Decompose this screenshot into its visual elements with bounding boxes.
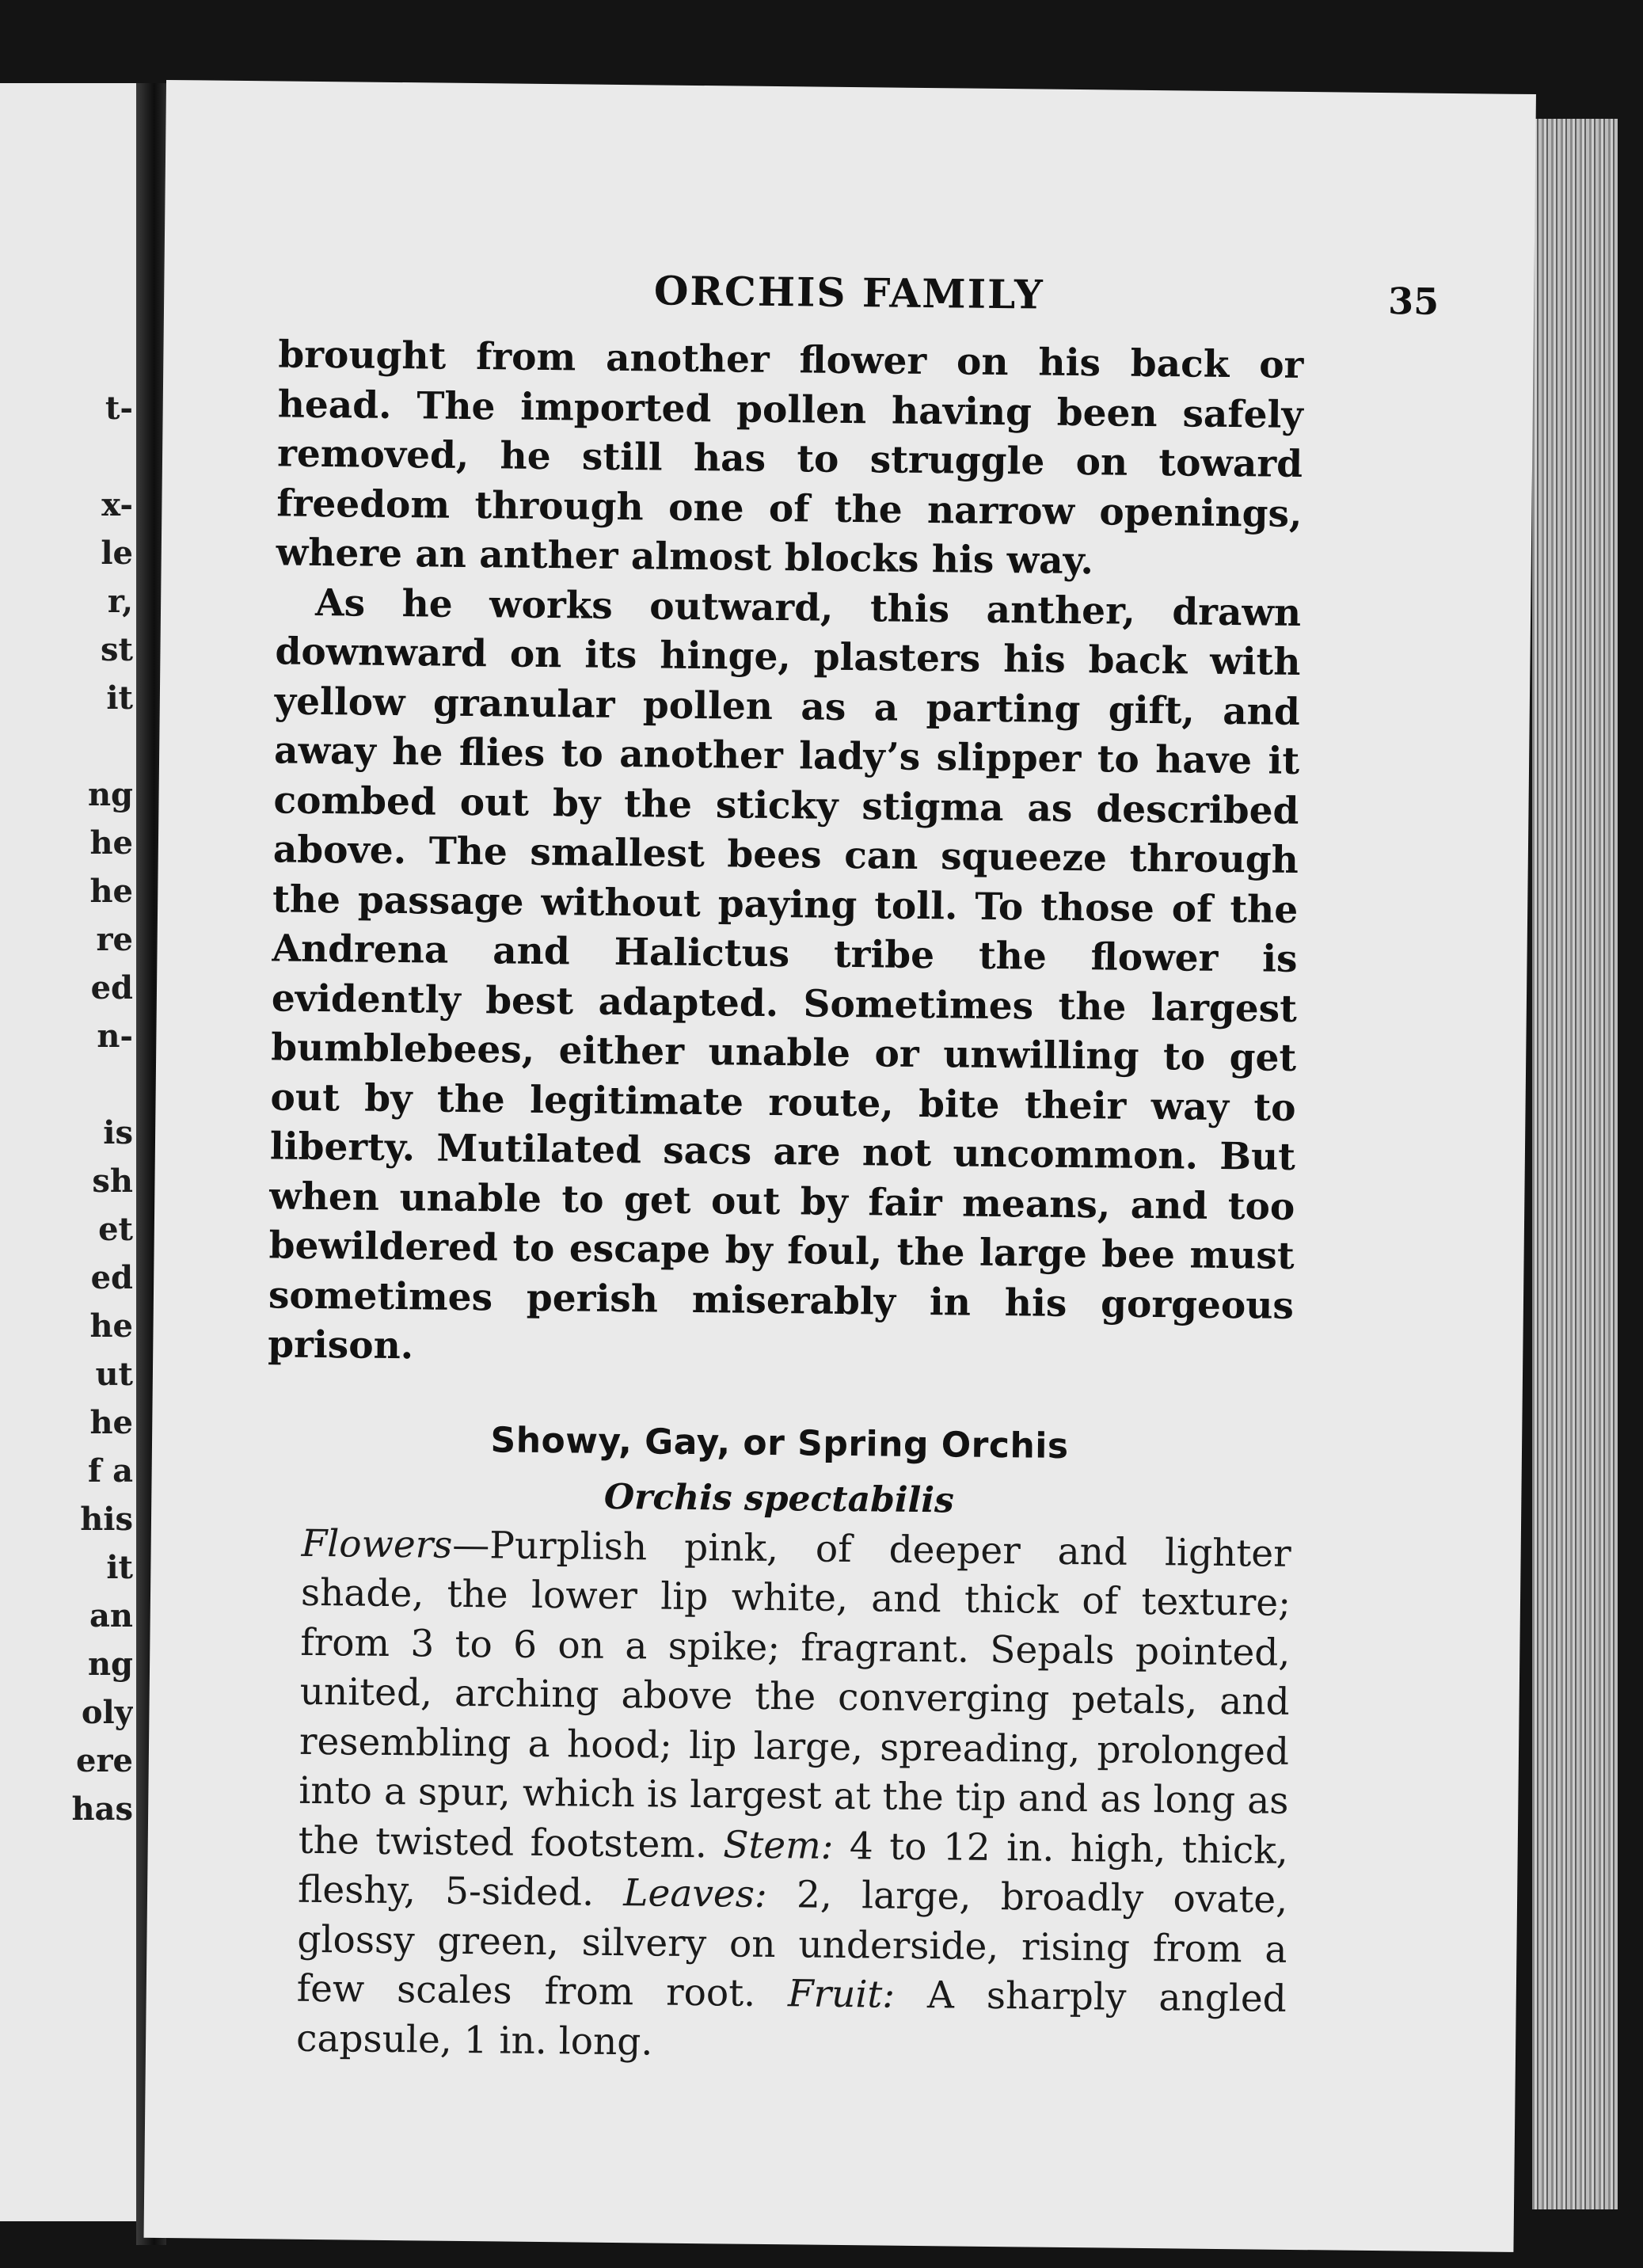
running-head (165, 262, 1535, 323)
facing-page-fragment: he (89, 1404, 133, 1441)
page-number: 35 (1387, 280, 1440, 323)
facing-page-fragment: ut (95, 1356, 133, 1393)
section-heading: Showy, Gay, or Spring Orchis (490, 1419, 1069, 1467)
facing-page-fragment: re (96, 921, 133, 958)
facing-page-fragment: le (101, 535, 133, 572)
paragraph: As he works outward, this anther, drawn downward on its hinge, plasters his back with yellow granular pollen as a parting gift, and away he flies to another lady’s slipper to have it combed out by the sticky stigma as described above. The smallest bees can squeeze through the passage without paying toll. To those of the Andrena and Halictus tribe the flower is evidently best adapted. Sometimes the largest bumblebees, either unable or unwilling to get out by the legitimate route, bite their way to liberty. Mutilated sacs are not uncommon. But when unable to get out by fair means, and too bewildered to escape by foul, the large bee must sometimes perish miserably in his gorgeous prison. (268, 580, 1302, 1368)
facing-page-fragment: st (101, 631, 133, 668)
facing-page-fragment: he (89, 824, 133, 862)
facing-page-fragment (38, 1060, 133, 1109)
facing-page-fragment: it (106, 1549, 133, 1586)
facing-page-fragment: it (106, 679, 133, 717)
facing-page-fragment: sh (92, 1163, 133, 1200)
facing-page-fragment: oly (81, 1694, 133, 1731)
facing-page-fragment: x- (101, 486, 133, 523)
stem-text: 4 to 12 in. high, thick, fleshy, 5-sided. (297, 1824, 1288, 1916)
stem-label: Stem: (722, 1822, 834, 1868)
fruit-text: A sharply angled capsule, 1 in. long. (295, 1973, 1287, 2064)
facing-page-fragment (38, 722, 133, 771)
flowers-text: —Purplish pink, of deeper and lighter shade, the lower lip white, and thick of texture; from 3 to 6 on a spike; fragrant. Sepals pointed, united, arching above the converging petals, and resembling a hood; lip large, spreading, prolonged into a spur, which is largest at the tip and as long as the twisted footstem. (298, 1523, 1291, 1867)
flowers-label: Flowers (301, 1521, 453, 1567)
page-edges (1532, 119, 1618, 2209)
facing-page-fragment: his (80, 1501, 133, 1538)
facing-page-fragment: ng (87, 1646, 133, 1683)
leaves-text: 2, large, broadly ovate, glossy green, silvery on underside, rising from a few scales from root. (296, 1873, 1288, 2016)
facing-page-fragment: an (89, 1597, 133, 1634)
page-body (261, 330, 1304, 2073)
species-description (261, 1519, 1291, 2074)
facing-page-fragment: et (98, 1211, 133, 1248)
leaves-label: Leaves: (623, 1871, 767, 1917)
book-page (144, 80, 1536, 2252)
facing-page-fragment: ed (90, 1259, 133, 1296)
facing-page-fragment: he (89, 1307, 133, 1345)
facing-page-fragment: n- (97, 1018, 133, 1055)
facing-page-fragment: ere (76, 1742, 133, 1779)
facing-page-fragment: ed (90, 969, 133, 1007)
facing-page-text (38, 384, 133, 1833)
facing-page-fragment: r, (107, 583, 133, 620)
fruit-label: Fruit: (787, 1972, 896, 2017)
facing-page-fragment: t- (105, 390, 133, 427)
latin-name: Orchis spectabilis (603, 1476, 955, 1521)
facing-page (0, 83, 136, 2221)
paragraph: brought from another flower on his back or head. The imported pollen having been safely removed, he still has to struggle on toward freedom through one of the narrow openings, where an anther almost blocks his way. (276, 333, 1304, 584)
facing-page-fragment: is (103, 1114, 133, 1151)
running-head-title: ORCHIS FAMILY (653, 267, 1044, 318)
facing-page-fragment: ng (87, 776, 133, 813)
facing-page-fragment: f a (87, 1452, 133, 1490)
facing-page-fragment: he (89, 873, 133, 910)
facing-page-fragment (38, 432, 133, 481)
facing-page-fragment: has (71, 1790, 133, 1828)
